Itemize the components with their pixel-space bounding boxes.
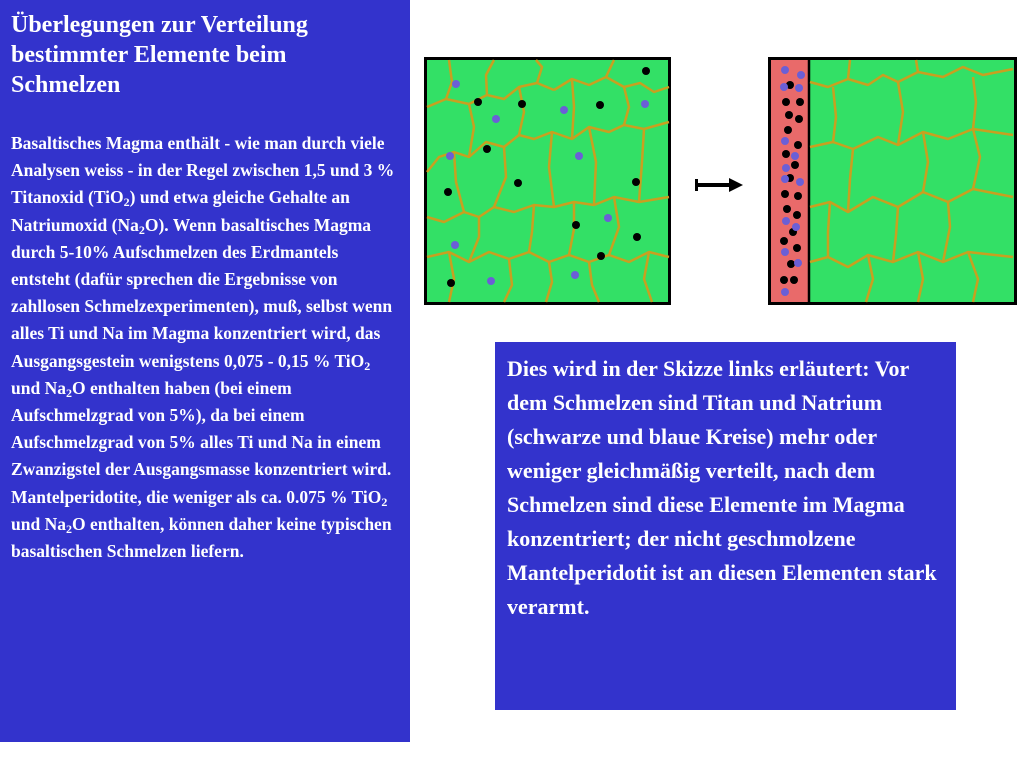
titanium-dot — [785, 111, 793, 119]
titanium-dot — [632, 178, 640, 186]
sodium-dot — [571, 271, 579, 279]
body-text-segment: O enthalten, können daher keine typischen basaltischen Schmelzen liefern. — [11, 513, 392, 562]
sodium-dot — [446, 152, 454, 160]
body-text-segment: ) und etwa gleiche Gehalte an Natriumoxid (Na — [11, 187, 350, 235]
sodium-dot — [487, 277, 495, 285]
titanium-dot — [596, 101, 604, 109]
subscript: 2 — [138, 222, 145, 237]
titanium-dot — [787, 260, 795, 268]
titanium-dot — [783, 205, 791, 213]
titanium-dot — [790, 276, 798, 284]
sodium-dot — [796, 178, 804, 186]
subscript: 2 — [381, 494, 388, 509]
body-text-segment: Basaltisches Magma enthält - wie man durch viele Analysen weiss - in der Regel zwischen 1,5 und 3 % Titanoxid (TiO — [11, 133, 395, 208]
titanium-dot — [784, 126, 792, 134]
body-text-segment: und Na — [11, 377, 66, 398]
subscript: 2 — [65, 385, 72, 400]
titanium-dot — [791, 161, 799, 169]
titanium-dot — [793, 244, 801, 252]
titanium-dot — [794, 141, 802, 149]
sodium-dot — [575, 152, 583, 160]
subscript: 2 — [364, 358, 371, 373]
sodium-dot — [641, 100, 649, 108]
caption-text: Dies wird in der Skizze links erläutert: Vor dem Schmelzen sind Titan und Natrium (schwarze und blaue Kreise) mehr oder weniger gleichmäßig verteilt, nach dem Schmelzen sind diese Elemente im Magma konzentriert; der nicht geschmolzene Mantelperidotit ist an diesen Elementen stark verarmt. — [507, 356, 937, 619]
titanium-dot — [518, 100, 526, 108]
sodium-dot — [781, 248, 789, 256]
titanium-dot — [796, 98, 804, 106]
titanium-dot — [514, 179, 522, 187]
titanium-dot — [780, 276, 788, 284]
caption-box — [495, 342, 956, 710]
titanium-dot — [782, 150, 790, 158]
arrow-right-icon — [693, 176, 747, 194]
titanium-dot — [447, 279, 455, 287]
titanium-dot — [642, 67, 650, 75]
sodium-dot — [781, 137, 789, 145]
sodium-dot — [781, 175, 789, 183]
sodium-dot — [792, 223, 800, 231]
sodium-dot — [782, 217, 790, 225]
titanium-dot — [633, 233, 641, 241]
sodium-dot — [560, 106, 568, 114]
titanium-dot — [572, 221, 580, 229]
sodium-dot — [797, 71, 805, 79]
titanium-dot — [793, 211, 801, 219]
before-melting-diagram — [424, 57, 671, 305]
sodium-dot — [791, 152, 799, 160]
sodium-dot — [781, 66, 789, 74]
slide-title: Überlegungen zur Verteilung bestimmter Elemente beim Schmelzen — [11, 12, 308, 98]
sodium-dot — [782, 164, 790, 172]
sodium-dot — [604, 214, 612, 222]
titanium-dot — [780, 237, 788, 245]
sodium-dot — [781, 288, 789, 296]
titanium-dot — [782, 98, 790, 106]
titanium-dot — [794, 192, 802, 200]
body-text — [11, 130, 400, 565]
titanium-dot — [781, 190, 789, 198]
sodium-dot — [795, 84, 803, 92]
sodium-dot — [492, 115, 500, 123]
text-panel — [0, 0, 410, 742]
titanium-dot — [474, 98, 482, 106]
titanium-dot — [597, 252, 605, 260]
sodium-dot — [452, 80, 460, 88]
body-text-segment: O enthalten haben (bei einem Aufschmelzgrad von 5%), da bei einem Aufschmelzgrad von 5% alles Ti und Na in einem Zwanzigstel der Ausgangsmasse konzentriert wird. Mantelperidotite, die weniger als ca. 0.075 % TiO — [11, 377, 392, 507]
titanium-dot — [444, 188, 452, 196]
sodium-dot — [451, 241, 459, 249]
titanium-dot — [795, 115, 803, 123]
titanium-dot — [483, 145, 491, 153]
subscript: 2 — [123, 195, 130, 210]
sodium-dot — [794, 259, 802, 267]
sodium-dot — [780, 83, 788, 91]
body-text-segment: und Na — [11, 513, 66, 534]
subscript: 2 — [65, 521, 72, 536]
after-melting-diagram — [768, 57, 1017, 305]
body-text-segment: O). Wenn basaltisches Magma durch 5-10% Aufschmelzen des Erdmantels entsteht (dafür sprechen die Ergebnisse von zahllosen Schmelzexperimenten), muß, selbst wenn alles Ti und Na im Magma konzentriert wird, das Ausgangsgestein wenigstens 0,075 - 0,15 % TiO — [11, 214, 393, 371]
